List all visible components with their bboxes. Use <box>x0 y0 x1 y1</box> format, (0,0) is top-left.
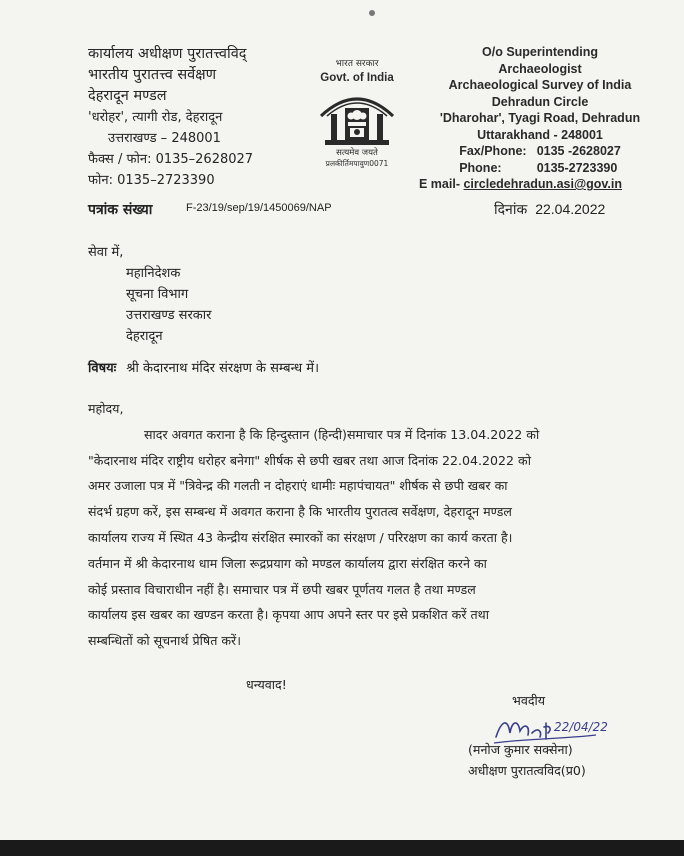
subject-text: श्री केदारनाथ मंदिर संरक्षण के सम्बन्ध में। <box>126 361 320 376</box>
emblem-govt-english: Govt. of India <box>320 72 394 84</box>
email-label: E mail- <box>419 177 460 191</box>
addressee-line: देहरादून <box>126 329 163 344</box>
email-link[interactable]: circledehradun.asi@gov.in <box>463 177 623 191</box>
body-line: संदर्भ ग्रहण करें, इस सम्बन्ध में अवगत कराना है कि भारतीय पुरातत्व सर्वेक्षण, देहरादून मण्डल <box>88 504 512 520</box>
english-office-line2: Archaeologist <box>498 61 582 76</box>
hindi-address-line: 'धरोहर', त्यागी रोड, देहरादून <box>88 110 223 125</box>
body-line: कोई प्रस्ताव विचाराधीन नहीं है। समाचार पत्र में छपी खबर पूर्णतय गलत है तथा मण्डल <box>88 581 476 597</box>
fax-value: 0135 -2628027 <box>536 144 621 158</box>
hindi-phone: फोन: 0135–2723390 <box>88 173 215 188</box>
english-state-pin: Uttarakhand - 248001 <box>477 127 603 142</box>
addressee-to: सेवा में, <box>88 245 124 260</box>
emblem-motto: सत्यमेव जयते <box>336 148 378 158</box>
english-org-name: Archaeological Survey of India <box>448 78 632 92</box>
english-address-line: 'Dharohar', Tyagi Road, Dehradun <box>439 111 641 125</box>
reference-number: F-23/19/sep/19/1450069/NAP <box>186 202 332 214</box>
body-line: अमर उजाला पत्र में "त्रिवेन्द्र की गलती न दोहराएं धामीः महापंचायत" शीर्षक से छपी खबर का <box>88 478 508 494</box>
paper-speck <box>369 10 375 16</box>
letter-date <box>494 200 605 219</box>
emblem-govt-hindi: भारत सरकार <box>335 59 379 69</box>
signatory-designation: अधीक्षण पुरातत्वविद(प्र0) <box>468 763 586 778</box>
addressee-line: महानिदेशक <box>126 266 181 281</box>
hindi-org-name: भारतीय पुरातत्त्व सर्वेक्षण <box>88 67 217 83</box>
handwritten-date: 22/04/22 <box>554 720 608 734</box>
body-line: सम्बन्धितों को सूचनार्थ प्रेषित करें। <box>88 633 241 649</box>
body-line: कार्यालय राज्य में स्थित 43 केन्द्रीय संरक्षित स्मारकों का संरक्षण / परिरक्षण का कार्य करता है। <box>88 529 513 545</box>
thanks-text: धन्यवाद! <box>246 677 287 692</box>
body-line: वर्तमान में श्री केदारनाथ धाम जिला रूद्रप्रयाग को मण्डल कार्यालय द्वारा संरक्षित करने का <box>88 555 487 571</box>
fax-label: Fax/Phone: <box>459 144 527 158</box>
govt-emblem-block <box>302 58 412 169</box>
emblem-code: प्रलकीर्तिमपावुण0071 <box>325 159 389 168</box>
body-line: कार्यालय इस खबर का खण्डन करता है। कृपया आप अपने स्तर पर इसे प्रकशित करें तथा <box>88 607 489 623</box>
body-line: सादर अवगत कराना है कि हिन्दुस्तान (हिन्दी)समाचार पत्र में दिनांक 13.04.2022 को <box>144 426 540 442</box>
addressee-line: उत्तराखण्ड सरकार <box>126 308 212 323</box>
english-circle-name: Dehradun Circle <box>491 94 589 109</box>
date-label: दिनांक <box>494 202 528 218</box>
addressee-block <box>88 242 211 347</box>
asi-logo-icon <box>317 88 397 148</box>
english-contact-block <box>459 143 621 176</box>
email-line <box>405 176 675 193</box>
date-value: 22.04.2022 <box>535 201 606 217</box>
subject-line <box>88 358 319 376</box>
phone-value: 0135-2723390 <box>536 160 618 175</box>
hindi-office-name: कार्यालय अधीक्षण पुरातत्त्वविद् <box>88 46 247 62</box>
hindi-fax-phone: फैक्स / फोन: 0135–2628027 <box>88 152 254 167</box>
english-letterhead <box>405 44 675 193</box>
subject-label: विषयः <box>88 361 117 376</box>
hindi-letterhead <box>88 44 308 191</box>
hindi-circle-name: देहरादून मण्डल <box>88 88 167 104</box>
body-line: "केदारनाथ मंदिर राष्ट्रीय धरोहर बनेगा" शीर्षक से छपी खबर तथा आज दिनांक 22.04.2022 को <box>88 452 531 468</box>
addressee-line: सूचना विभाग <box>126 287 189 302</box>
signature-block <box>468 690 648 781</box>
phone-label: Phone: <box>459 160 502 175</box>
letter-body <box>88 396 648 654</box>
english-office-line1: O/o Superintending <box>482 45 598 59</box>
closing-text: भवदीय <box>512 693 546 708</box>
reference-label: पत्रांक संख्या <box>88 202 153 218</box>
hindi-state-pin: उत्तराखण्ड – 248001 <box>108 131 221 146</box>
greeting: महोदय, <box>88 401 124 416</box>
signatory-name: (मनोज कुमार सक्सेना) <box>468 742 573 757</box>
